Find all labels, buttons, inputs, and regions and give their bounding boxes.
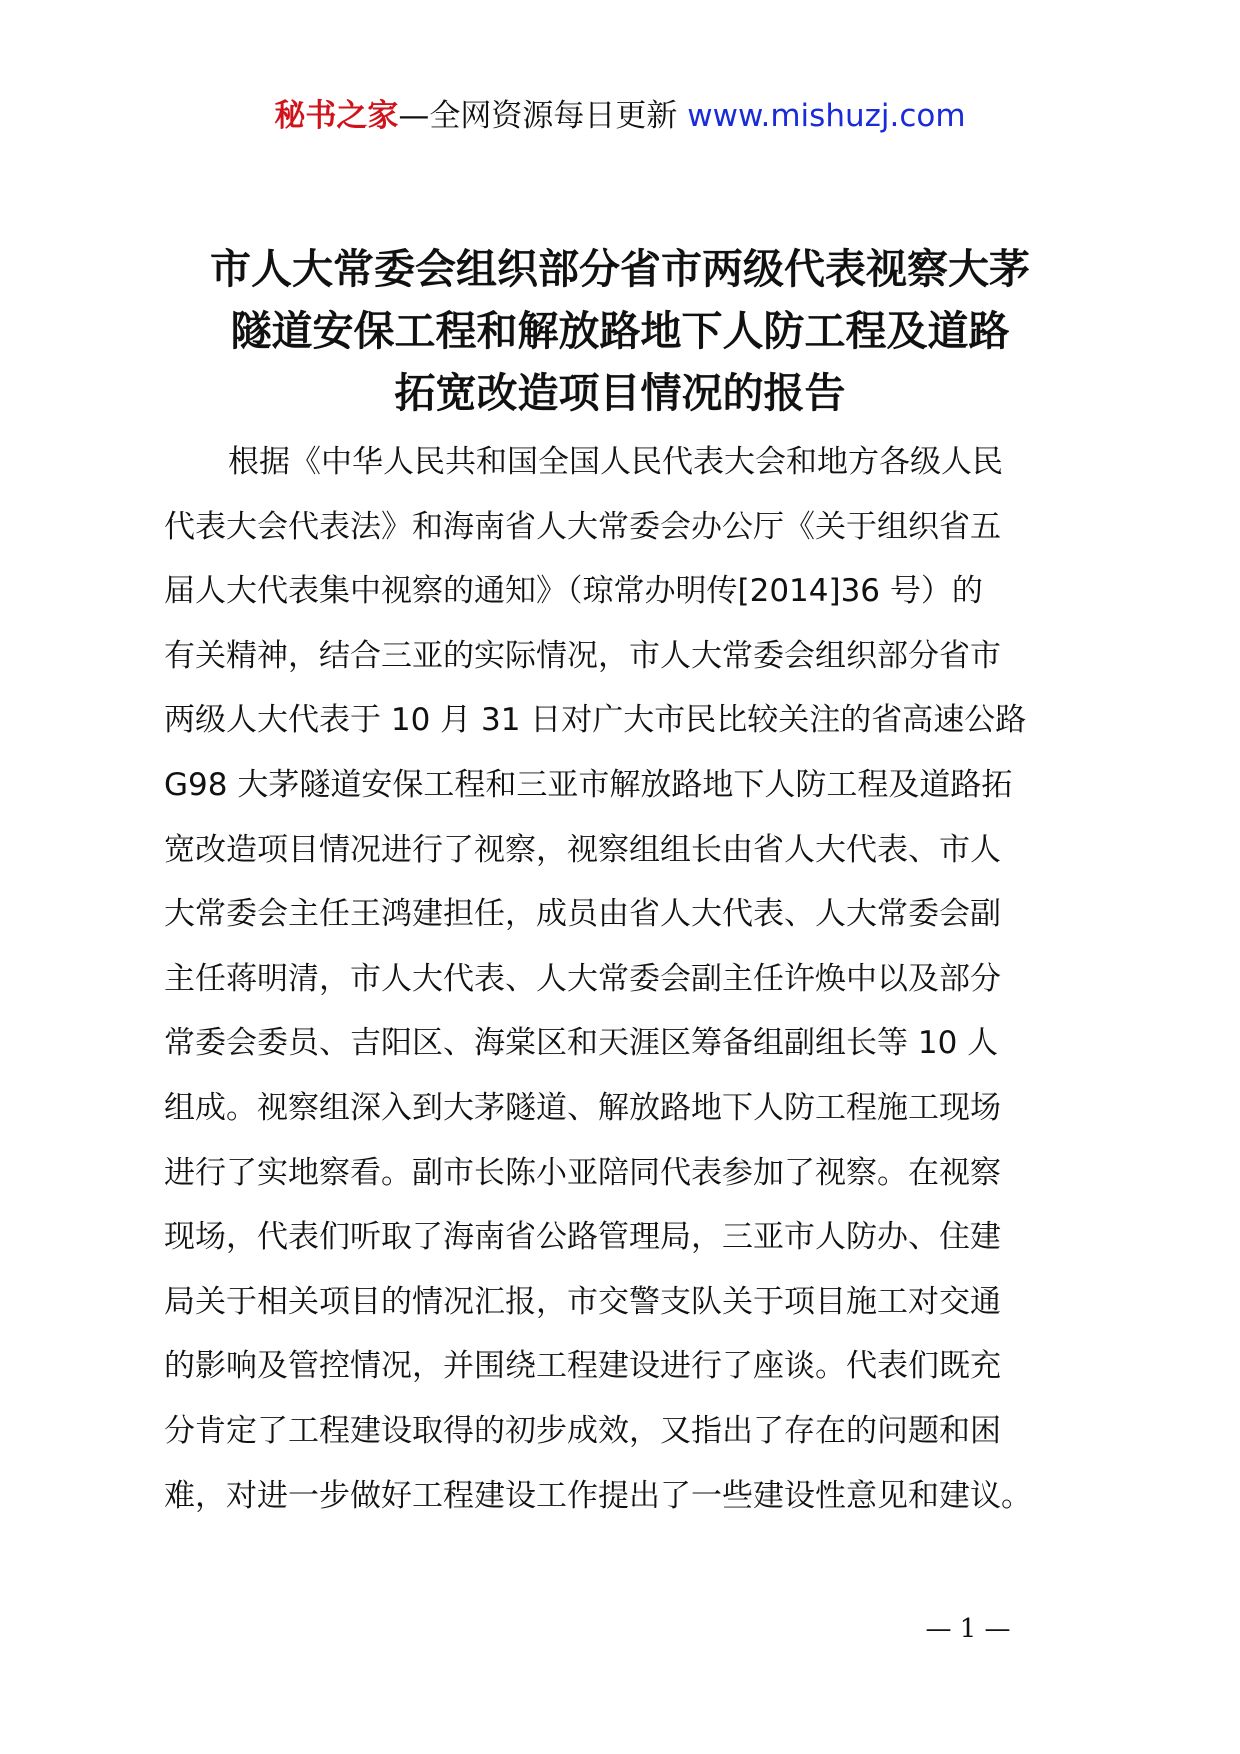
- body-line: 现场，代表们听取了海南省公路管理局，三亚市人防办、住建: [164, 1219, 1001, 1256]
- body-line: 宽改造项目情况进行了视察，视察组组长由省人大代表、市人: [164, 831, 1001, 868]
- document-title: [140, 238, 1100, 424]
- body-line: 组成。视察组深入到大茅隧道、解放路地下人防工程施工现场: [164, 1089, 1001, 1126]
- site-header-banner: [0, 96, 1240, 136]
- site-brand: 秘书之家: [274, 98, 399, 134]
- body-line: 局关于相关项目的情况汇报，市交警支队关于项目施工对交通: [164, 1283, 1001, 1320]
- body-line: 进行了实地察看。副市长陈小亚陪同代表参加了视察。在视察: [164, 1154, 1001, 1191]
- title-line: 拓宽改造项目情况的报告: [394, 369, 846, 417]
- body-line: 届人大代表集中视察的通知》（琼常办明传[2014]36 号）的: [164, 573, 983, 610]
- title-line: 市人大常委会组织部分省市两级代表视察大茅: [210, 245, 1030, 293]
- site-url-link[interactable]: www.mishuzj.com: [687, 98, 966, 134]
- title-line: 隧道安保工程和解放路地下人防工程及道路: [230, 307, 1010, 355]
- body-paragraph: [164, 430, 1084, 1528]
- page-number: — 1 —: [925, 1614, 1011, 1644]
- body-line: 的影响及管控情况，并围绕工程建设进行了座谈。代表们既充: [164, 1348, 1001, 1385]
- body-line: 代表大会代表法》和海南省人大常委会办公厅《关于组织省五: [164, 508, 1001, 545]
- body-line: 有关精神，结合三亚的实际情况，市人大常委会组织部分省市: [164, 637, 1001, 674]
- body-line: 根据《中华人民共和国全国人民代表大会和地方各级人民: [228, 444, 1003, 480]
- site-tagline: —全网资源每日更新: [398, 98, 678, 134]
- body-line: 大常委会主任王鸿建担任，成员由省人大代表、人大常委会副: [164, 896, 1001, 933]
- body-line: G98 大茅隧道安保工程和三亚市解放路地下人防工程及道路拓: [164, 766, 1013, 803]
- body-line: 主任蒋明清，市人大代表、人大常委会副主任许焕中以及部分: [164, 960, 1001, 997]
- body-line: 难，对进一步做好工程建设工作提出了一些建设性意见和建议。: [164, 1477, 1032, 1514]
- body-line: 常委会委员、吉阳区、海棠区和天涯区筹备组副组长等 10 人: [164, 1025, 999, 1062]
- body-line: 分肯定了工程建设取得的初步成效，又指出了存在的问题和困: [164, 1412, 1001, 1449]
- body-line: 两级人大代表于 10 月 31 日对广大市民比较关注的省高速公路: [164, 702, 1027, 739]
